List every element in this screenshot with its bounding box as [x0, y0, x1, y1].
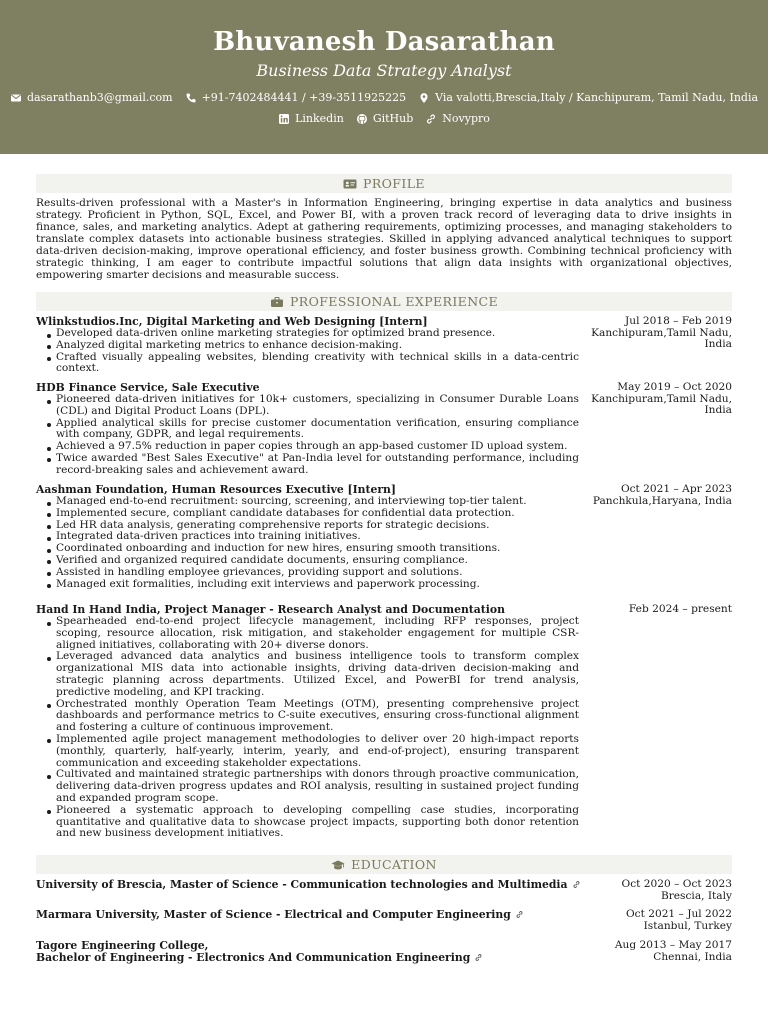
linkedin-link[interactable]: [278, 112, 344, 125]
links-row: [0, 112, 768, 125]
novypro-link[interactable]: [425, 112, 490, 125]
job-bullet: Implemented agile project management methodologies to deliver over 20 high-impact reports (monthly, quarterly, half-yearly, interim, yearly, and end-of-project), ensuring transparent communication and exceeding stakeholder expectations.: [48, 734, 579, 769]
graduation-cap-icon: [331, 859, 345, 871]
education-date: Oct 2020 – Oct 2023: [621, 878, 732, 890]
email-icon: [10, 92, 22, 104]
experience-entry: [36, 604, 732, 840]
job-bullet: Pioneered data-driven initiatives for 10k+ customers, specializing in Consumer Durable Loans (CDL) and Digital Product Loans (DPL).: [48, 394, 579, 418]
job-bullet: Managed exit formalities, including exit interviews and paperwork processing.: [48, 579, 579, 591]
summary-line: Proficient in Python, SQL, Excel, and Power BI, with a proven track record of leveraging data to drive insights in finance, sales, and: [36, 209, 733, 233]
summary-line: success.: [294, 269, 340, 281]
education-date: Aug 2013 – May 2017: [614, 939, 732, 951]
email-contact[interactable]: [10, 91, 173, 104]
summary-line: into actionable business strategies. Skilled in applying advanced analytical techniques to support data-driven decision-making,: [36, 233, 732, 257]
location-icon: [418, 92, 430, 104]
job-date: Oct 2021 – Apr 2023: [620, 483, 732, 495]
job-bullet: Leveraged advanced data analytics and business intelligence tools to transform complex organizational MIS data into actionable insights, driving data-driven decision-making and strategic planning across departments. Utilized Excel, and PowerBI for trend analysis, predictive modeling, and KPI tracking.: [48, 651, 579, 698]
github-text: GitHub: [372, 112, 414, 125]
job-title: Hand In Hand India, Project Manager - Research Analyst and Documentation: [36, 603, 505, 616]
link-icon: [515, 910, 524, 919]
experience-section-header: [36, 292, 732, 311]
job-location: India: [704, 404, 732, 416]
address-contact: [418, 91, 758, 104]
experience-entry: [36, 316, 732, 375]
job-bullet: Led HR data analysis, generating comprehensive reports for strategic decisions.: [48, 520, 579, 532]
job-bullet: Crafted visually appealing websites, blending creativity with technical skills in a data-centric context.: [48, 352, 579, 376]
degree-text: Tagore Engineering College,: [36, 939, 209, 952]
job-date: May 2019 – Oct 2020: [617, 381, 732, 393]
email-text: dasarathanb3@gmail.com: [26, 91, 173, 104]
education-date-location: [622, 879, 732, 902]
job-bullet: Managed end-to-end recruitment: sourcing, screening, and interviewing top-tier talent.: [48, 496, 579, 508]
degree-text: Marmara University, Master of Science - Electrical and Computer Engineering: [36, 908, 511, 921]
phone-text: +91-7402484441 / +39-3511925225: [201, 91, 407, 104]
id-card-icon: [343, 178, 357, 190]
job-location: Kanchipuram,Tamil Nadu,: [591, 326, 732, 339]
job-bullet: Pioneered a systematic approach to developing compelling case studies, incorporating quantitative and qualitative data to showcase project impacts, supporting both donor retention and new business development initiatives.: [48, 805, 579, 840]
header: [0, 0, 768, 154]
link-icon: [474, 953, 483, 962]
github-link[interactable]: [356, 112, 413, 125]
job-bullet: Developed data-driven online marketing strategies for optimized brand presence.: [48, 328, 579, 340]
candidate-role: Business Data Strategy Analyst: [256, 61, 512, 80]
profile-section-header: [36, 174, 732, 193]
briefcase-icon: [270, 296, 284, 308]
job-date-location: [572, 604, 732, 616]
github-icon: [356, 113, 368, 125]
job-bullet: Twice awarded "Best Sales Executive" at Pan-India level for outstanding performance, including record-breaking sales and achievement award.: [48, 453, 579, 477]
job-bullet: Verified and organized required candidate documents, ensuring compliance.: [48, 555, 579, 567]
job-bullets: [48, 616, 579, 840]
job-bullet: Applied analytical skills for precise customer documentation verification, ensuring compliance with company, GDPR, and legal requirements.: [48, 418, 579, 442]
profile-summary: [36, 197, 732, 281]
education-date-location: [626, 909, 732, 932]
job-bullets: [48, 496, 579, 590]
job-bullet: Analyzed digital marketing metrics to enhance decision-making.: [48, 340, 579, 352]
job-bullet: Cultivated and maintained strategic partnerships with donors through proactive communication, delivering data-driven progress updates and ROI analysis, resulting in sustained project funding and expanded program scope.: [48, 769, 579, 804]
job-location: Panchkula,Haryana, India: [592, 494, 732, 507]
job-date-location: [572, 484, 732, 507]
job-bullet: Assisted in handling employee grievances, providing support and solutions.: [48, 567, 579, 579]
job-location: Kanchipuram,Tamil Nadu,: [591, 392, 732, 405]
job-date-location: [572, 382, 732, 417]
job-date: Feb 2024 – present: [628, 603, 732, 615]
linkedin-icon: [278, 113, 290, 125]
job-title: Wlinkstudios.Inc, Digital Marketing and Web Designing [Intern]: [36, 315, 428, 328]
summary-line: marketing analytics. Adept at gathering requirements, optimizing processes, and managing stakeholders to translate complex datasets: [36, 221, 732, 245]
candidate-name: Bhuvanesh Dasarathan: [213, 27, 555, 57]
address-text: Via valotti,Brescia,Italy / Kanchipuram, Tamil Nadu, India: [435, 91, 759, 104]
phone-contact[interactable]: [185, 91, 407, 104]
degree-text: University of Brescia, Master of Science - Communication technologies and Multimedia: [36, 878, 568, 891]
job-bullet: Integrated data-driven practices into training initiatives.: [48, 531, 579, 543]
phone-icon: [185, 92, 197, 104]
summary-line: improve operational efficiency, and foster business growth. Combining technical proficiency with strategic thinking, I am eager to: [36, 245, 732, 269]
link-icon: [572, 880, 581, 889]
experience-section-title: PROFESSIONAL EXPERIENCE: [289, 294, 499, 309]
job-title: Aashman Foundation, Human Resources Executive [Intern]: [36, 483, 396, 496]
profile-section-title: PROFILE: [363, 176, 425, 191]
education-location: Brescia, Italy: [660, 889, 732, 902]
job-bullet: Orchestrated monthly Operation Team Meetings (OTM), presenting comprehensive project dashboards and performance metrics to C-suite executives, ensuring cross-functional alignment and fostering a culture of continuous improvement.: [48, 699, 579, 734]
job-bullet: Achieved a 97.5% reduction in paper copies through an app-based customer ID upload system.: [48, 441, 579, 453]
education-section-title: EDUCATION: [351, 857, 437, 872]
link-icon: [425, 113, 437, 125]
education-entry: [36, 908, 732, 932]
job-bullet: Implemented secure, compliant candidate databases for confidential data protection.: [48, 508, 579, 520]
contact-row: [0, 91, 768, 104]
experience-entry: [36, 382, 732, 477]
education-date: Oct 2021 – Jul 2022: [625, 908, 732, 920]
job-bullet: Coordinated onboarding and induction for new hires, ensuring smooth transitions.: [48, 543, 579, 555]
job-bullets: [48, 328, 579, 375]
education-location: Istanbul, Turkey: [643, 919, 732, 932]
job-date: Jul 2018 – Feb 2019: [625, 315, 732, 327]
experience-entry: [36, 484, 732, 590]
job-bullet: Spearheaded end-to-end project lifecycle management, including RFP responses, project scoping, resource allocation, risk mitigation, and stakeholder engagement for multiple CSR-aligned initiatives, collaborating with 20+ diverse donors.: [48, 616, 579, 651]
linkedin-text: Linkedin: [295, 112, 344, 125]
summary-line: contribute impactful solutions that align data insights with organizational objectives, empowering smarter decisions and measurable: [36, 257, 732, 281]
education-section-header: [36, 855, 732, 874]
job-bullets: [48, 394, 579, 477]
education-entry: [36, 940, 732, 963]
degree-text: Bachelor of Engineering - Electronics And Communication Engineering: [36, 950, 471, 964]
novypro-text: Novypro: [442, 112, 490, 125]
job-title: HDB Finance Service, Sale Executive: [36, 381, 260, 394]
job-date-location: [572, 316, 732, 351]
education-location: Chennai, India: [653, 950, 732, 963]
education-date-location: [615, 940, 732, 963]
summary-line: Results-driven professional with a Master's in Information Engineering, bringing expertise in data analytics and business strategy.: [36, 197, 732, 221]
job-location: India: [704, 338, 732, 350]
education-entry: [36, 878, 732, 902]
